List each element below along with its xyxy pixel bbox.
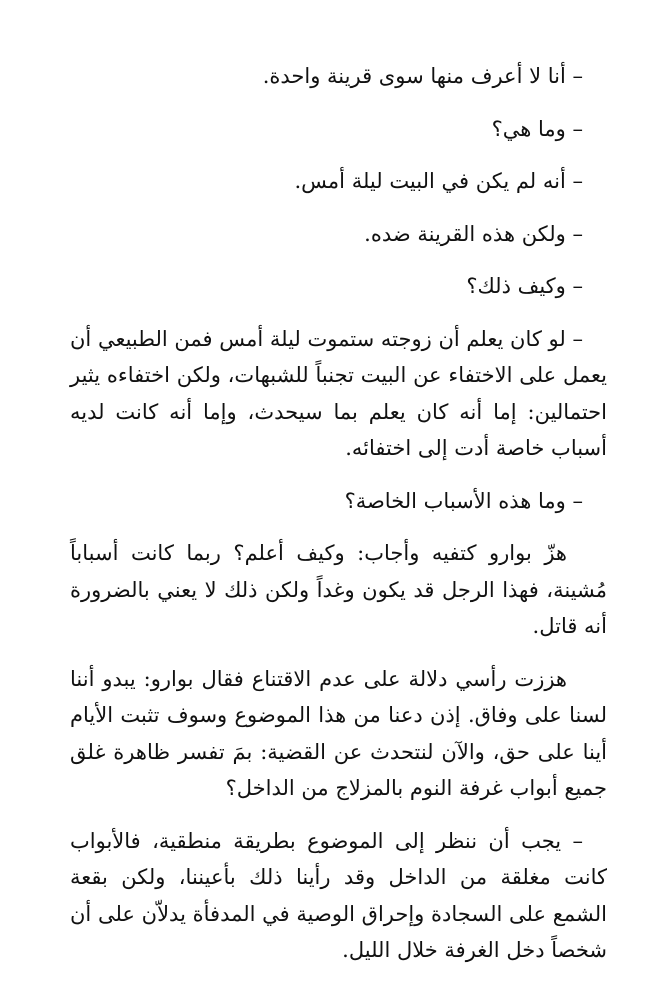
dialogue-line: – أنا لا أعرف منها سوى قرينة واحدة. (262, 64, 583, 88)
dialogue-paragraph: – يجب أن ننظر إلى الموضوع بطريقة منطقية، فالأبواب كانت مغلقة من الداخل وقد رأينا ذلك بأعيننا، ولكن بقعة الشمع على السجادة وإحراق الوصية في المدفأة يدلاّن على أن شخصاً دخل الغرفة خلال الليل. (70, 828, 607, 962)
dialogue-line: – أنه لم يكن في البيت ليلة أمس. (294, 169, 583, 193)
dialogue-line: – وما هي؟ (491, 116, 583, 141)
narrative-paragraph: هزّ بوارو كتفيه وأجاب: وكيف أعلم؟ ربما كانت أسباباً مُشينة، فهذا الرجل قد يكون وغداً ولكن ذلك لا يعني بالضرورة أنه قاتل. (70, 541, 607, 638)
dialogue-line: – وما هذه الأسباب الخاصة؟ (344, 488, 583, 513)
dialogue-paragraph: – لو كان يعلم أن زوجته ستموت ليلة أمس فمن الطبيعي أن يعمل على الاختفاء عن البيت تجنباً للشبهات، ولكن اختفاءه يثير احتمالين: إما أنه كان يعلم بما سيحدث، وإما أنه كانت لديه أسباب خاصة أدت إلى اختفائه. (70, 326, 607, 460)
dialogue-line: – وكيف ذلك؟ (466, 274, 583, 298)
narrative-paragraph: هززت رأسي دلالة على عدم الاقتناع فقال بوارو: يبدو أننا لسنا على وفاق. إذن دعنا من هذا الموضوع وسوف تثبت الأيام أينا على حق، والآن لنتحدث عن القضية: بمَ تفسر ظاهرة غلق جميع أبواب غرفة النوم بالمزلاج من الداخل؟ (70, 666, 607, 800)
dialogue-line: – ولكن هذه القرينة ضده. (364, 221, 583, 246)
